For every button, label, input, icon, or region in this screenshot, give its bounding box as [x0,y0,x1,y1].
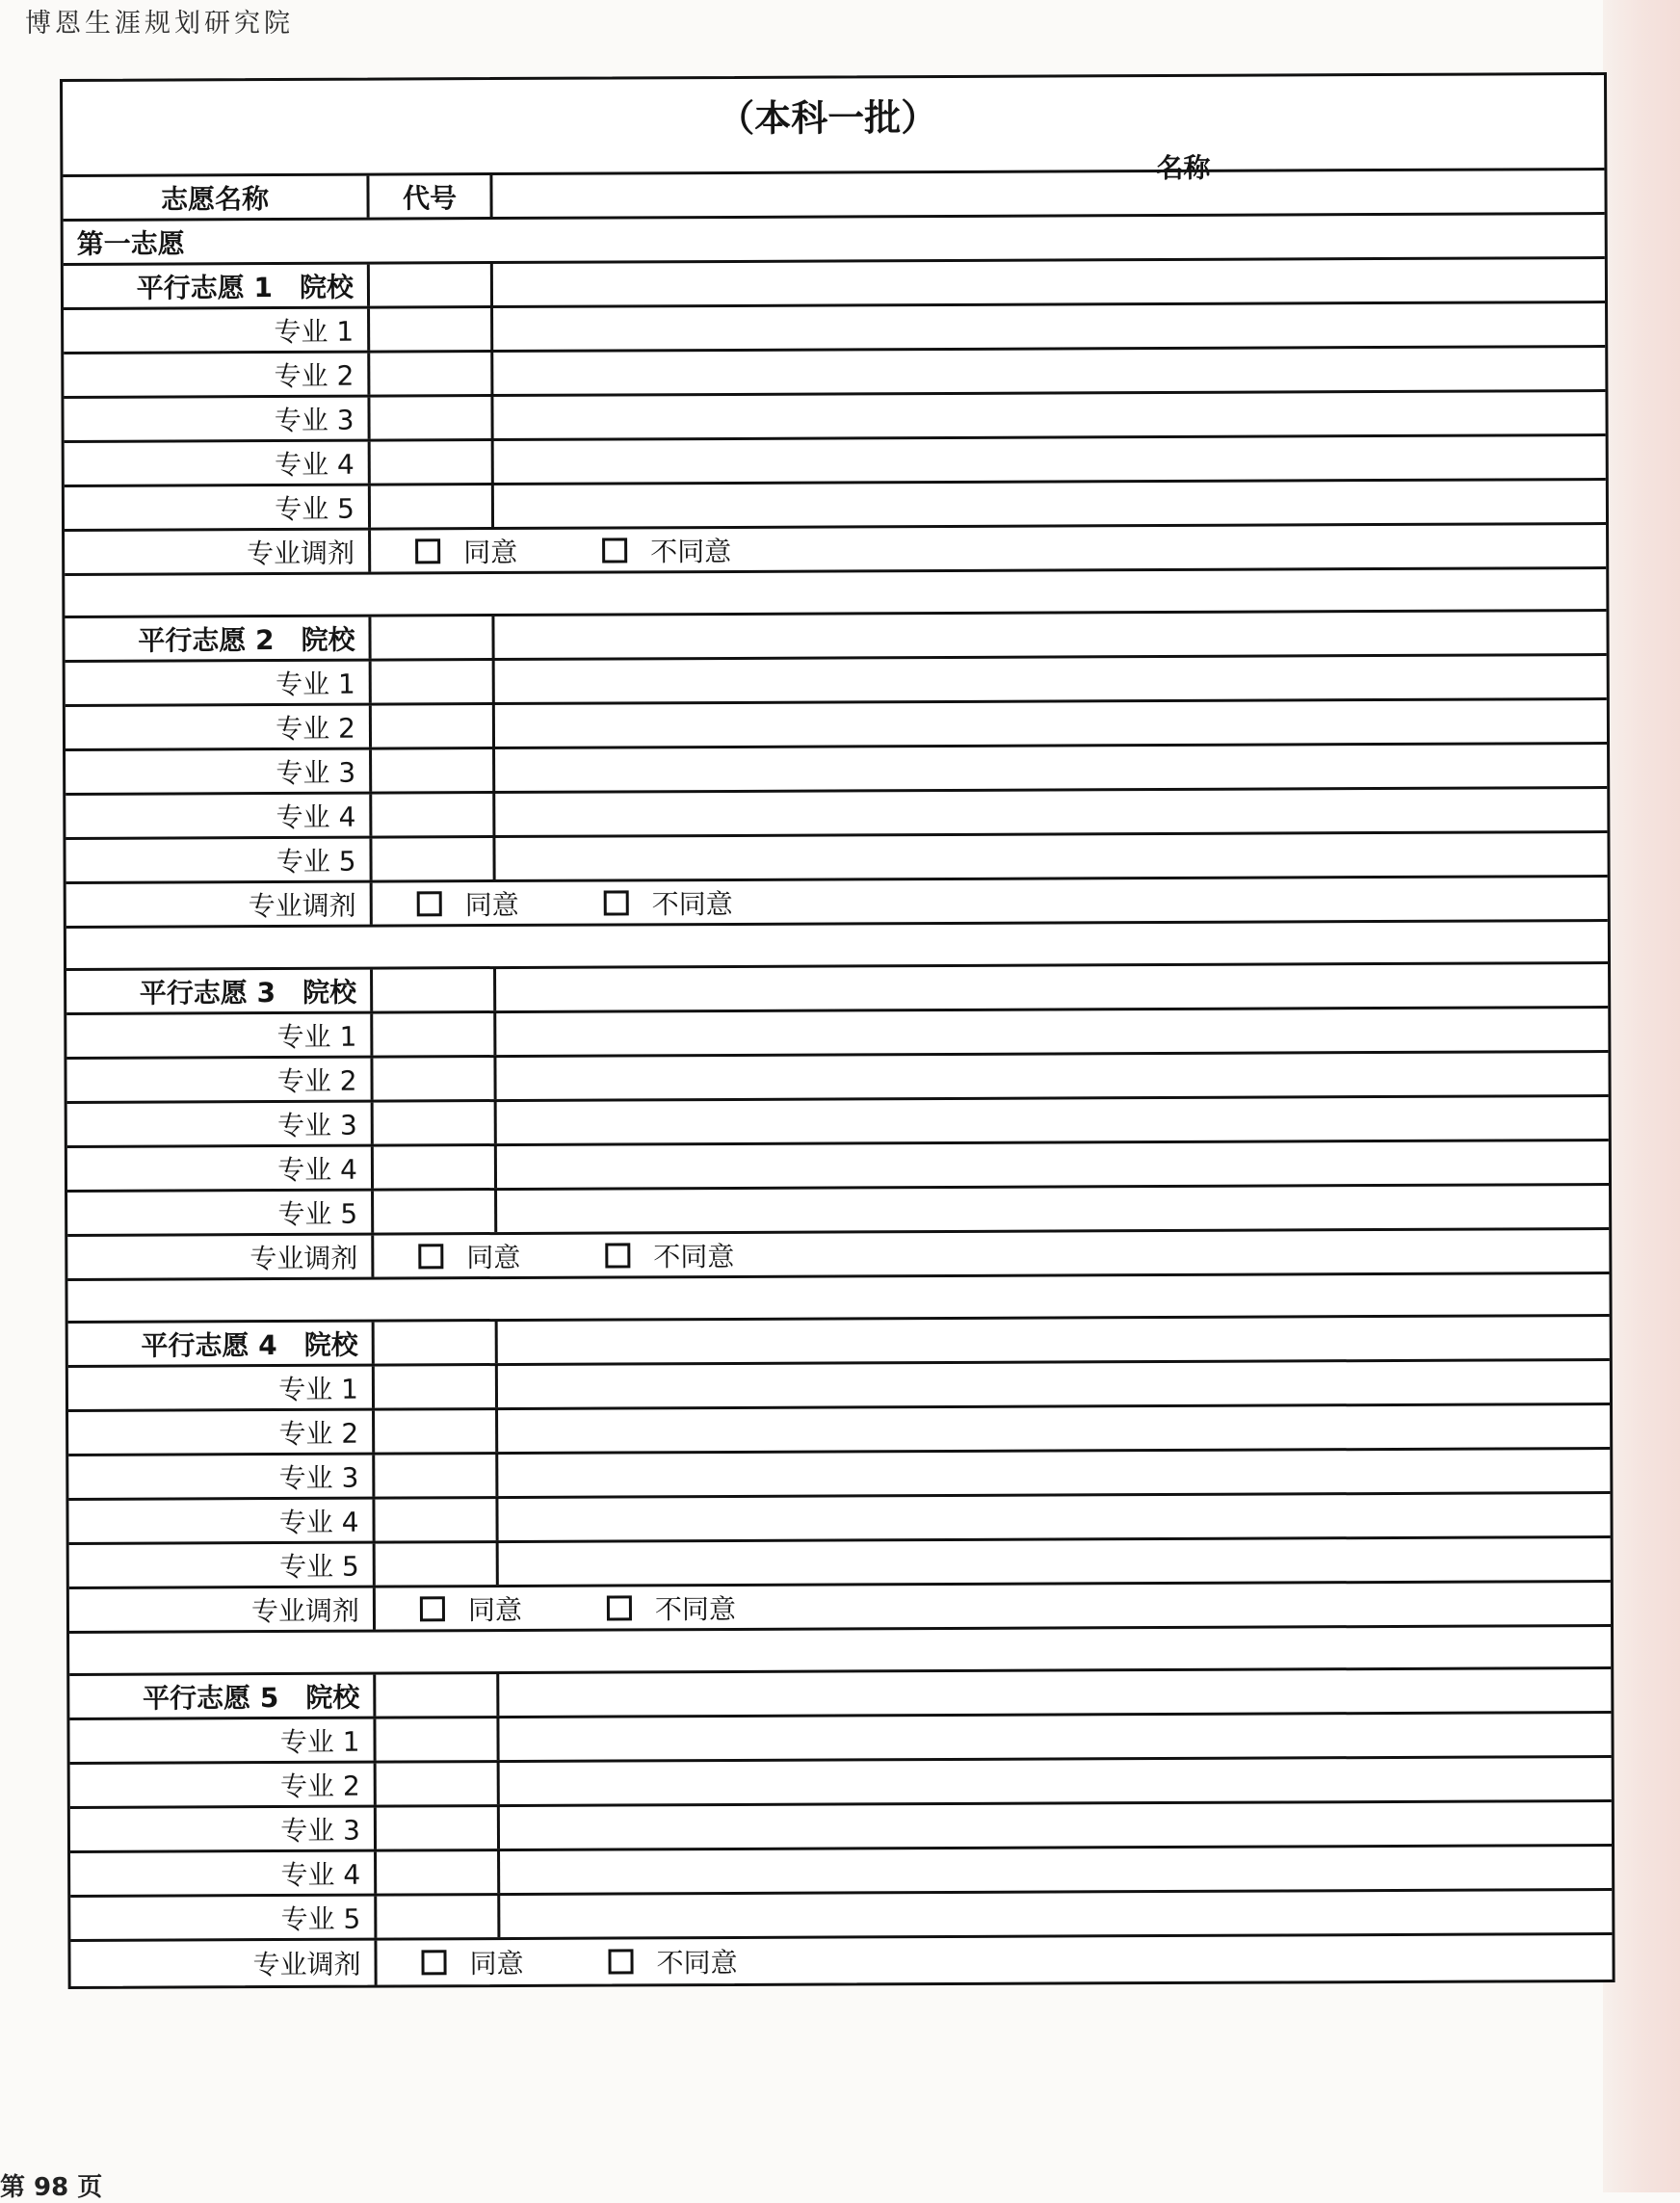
major-adjustment-label: 专业调剂 [65,531,371,573]
major-code-input[interactable] [370,352,490,396]
school-label [65,617,371,660]
school-code-input[interactable] [371,616,491,660]
page-footer: 第 98 页 [0,2173,103,2202]
major-name-input[interactable] [495,788,1607,836]
major-label: 专业 1 [64,309,370,352]
major-label: 专业 4 [66,795,372,837]
major-name-field[interactable] [500,1891,1612,1937]
major-name-input[interactable] [499,1713,1611,1761]
major-name-field[interactable] [498,1361,1610,1407]
major-row [67,1097,1609,1148]
major-label: 专业 5 [70,1897,377,1939]
major-code-field[interactable] [377,1807,500,1849]
major-code-field[interactable] [376,1718,499,1761]
school-row-1 [64,259,1605,310]
school-code-field[interactable] [370,264,493,306]
school-suffix-label: 院校 [299,271,354,303]
agree-label: 同意 [463,536,518,568]
major-name-input[interactable] [498,1404,1610,1453]
column-header-wish-name: 志愿名称 [63,176,369,219]
major-code-field[interactable] [372,705,495,747]
major-name-field[interactable] [497,1186,1609,1232]
major-code-field[interactable] [371,485,494,528]
school-label [64,265,370,307]
major-label: 专业 1 [66,662,372,704]
major-code-input[interactable] [371,485,491,529]
major-name-input[interactable] [494,480,1606,528]
school-name-input[interactable] [498,1316,1610,1364]
agree-label: 同意 [467,1593,523,1626]
school-name-input[interactable] [494,611,1606,659]
major-label: 专业 5 [65,486,371,529]
checkbox-square-icon[interactable] [604,890,629,915]
form-title-band [63,75,1604,177]
school-label [68,1323,375,1365]
school-row-4 [68,1317,1610,1368]
major-label: 专业 1 [68,1367,375,1409]
checkbox-square-icon[interactable] [605,1243,630,1268]
school-name-input[interactable] [496,963,1608,1011]
major-row [70,1847,1612,1898]
major-code-input[interactable] [373,1057,493,1101]
agree-checkbox[interactable] [418,1236,520,1274]
column-header-code: 代号 [369,175,492,218]
major-name-input[interactable] [497,1096,1609,1144]
major-name-input[interactable] [494,435,1606,484]
major-name-input[interactable] [493,391,1605,439]
major-row [64,392,1605,443]
major-name-input[interactable] [495,655,1607,703]
major-label: 专业 4 [70,1852,377,1895]
major-code-field[interactable] [370,353,493,395]
disagree-label: 不同意 [650,535,732,567]
major-row [66,833,1607,884]
major-adjustment-row [70,1935,1612,1986]
major-name-field[interactable] [494,436,1606,483]
school-label [69,1675,376,1718]
major-name-field[interactable] [495,700,1607,747]
major-code-input[interactable] [374,1145,494,1190]
disagree-label: 不同意 [654,1592,737,1625]
school-code-field[interactable] [376,1674,499,1717]
major-name-field[interactable] [499,1538,1611,1585]
major-code-input[interactable] [377,1762,497,1806]
agree-label: 同意 [466,1241,521,1273]
parallel-wish-label: 平行志愿 1 [136,271,274,304]
major-code-input[interactable] [377,1895,497,1939]
major-adjustment-row [69,1583,1611,1634]
major-row [66,656,1607,707]
major-code-input[interactable] [371,440,491,485]
major-row [66,745,1607,796]
major-row [66,1009,1608,1060]
major-adjustment-row [67,1230,1609,1281]
major-label: 专业 2 [68,1411,375,1454]
form-title: （本科一批） [718,96,938,141]
major-adjustment-label: 专业调剂 [70,1941,377,1986]
disagree-checkbox[interactable] [607,1587,736,1627]
major-code-input[interactable] [372,748,492,793]
major-adjustment-label: 专业调剂 [69,1588,376,1631]
major-name-field[interactable] [493,348,1605,394]
column-header-name-label: 名称 [1156,151,1211,185]
major-code-field[interactable] [374,1102,497,1144]
school-row-5 [69,1669,1611,1720]
major-name-input[interactable] [498,1493,1610,1541]
major-code-input[interactable] [375,1454,495,1498]
checkbox-square-icon[interactable] [421,1950,446,1975]
major-name-field[interactable] [497,1141,1609,1188]
major-adjustment-row [65,525,1606,576]
major-row [67,1186,1609,1237]
checkbox-square-icon[interactable] [608,1949,633,1974]
major-name-input[interactable] [498,1360,1610,1408]
agree-checkbox[interactable] [415,531,517,569]
major-row [64,348,1605,399]
school-code-field[interactable] [371,616,494,659]
major-name-input[interactable] [496,1052,1608,1100]
major-name-input[interactable] [497,1141,1609,1189]
school-code-field[interactable] [373,969,496,1011]
major-label: 专业 2 [66,706,372,748]
agree-checkbox[interactable] [421,1943,523,1981]
major-name-field[interactable] [498,1494,1610,1540]
major-code-input[interactable] [372,704,492,748]
disagree-checkbox[interactable] [602,530,731,569]
major-code-input[interactable] [374,1101,494,1145]
major-row [65,436,1606,487]
school-code-input[interactable] [370,263,490,307]
column-header-name [492,151,1604,217]
school-label [66,970,373,1012]
major-label: 专业 4 [67,1147,374,1190]
parallel-wish-label: 平行志愿 3 [139,976,276,1010]
school-code-field[interactable] [375,1322,498,1364]
major-adjustment-row [66,878,1608,929]
major-code-input[interactable] [375,1498,495,1542]
major-code-field[interactable] [377,1851,500,1894]
major-name-field[interactable] [495,789,1607,835]
major-name-field[interactable] [498,1450,1610,1496]
agree-checkbox[interactable] [417,883,519,922]
school-name-input[interactable] [499,1668,1611,1717]
major-label: 专业 3 [64,398,370,440]
major-adjustment-options [374,1230,1609,1277]
major-adjustment-options [377,1935,1612,1985]
major-label: 专业 4 [65,442,371,485]
major-name-field[interactable] [495,745,1607,791]
major-label: 专业 2 [70,1764,377,1806]
major-code-field[interactable] [375,1499,498,1541]
major-row [68,1361,1610,1412]
major-name-field[interactable] [495,833,1607,879]
major-name-input[interactable] [499,1537,1611,1586]
major-row [68,1450,1610,1501]
major-code-field[interactable] [373,1013,496,1056]
major-name-input[interactable] [496,1008,1608,1056]
major-code-field[interactable] [375,1366,498,1408]
checkbox-square-icon[interactable] [607,1595,632,1620]
major-row [65,481,1606,532]
major-label: 专业 3 [68,1456,375,1498]
major-row [70,1802,1612,1853]
major-code-input[interactable] [377,1806,497,1850]
checkbox-square-icon[interactable] [417,891,442,916]
major-code-input[interactable] [372,660,492,704]
agree-label: 同意 [469,1947,524,1980]
major-adjustment-options [376,1583,1611,1630]
major-name-input[interactable] [498,1449,1610,1497]
major-row [66,1053,1608,1104]
major-row [69,1714,1611,1765]
school-name-input[interactable] [493,258,1605,306]
major-label: 专业 5 [66,839,372,881]
major-row [66,789,1607,840]
major-row [68,1405,1610,1456]
school-row-3 [66,964,1608,1015]
major-code-field[interactable] [377,1763,500,1805]
checkbox-square-icon[interactable] [602,538,627,563]
major-name-field[interactable] [494,481,1606,527]
major-name-field[interactable] [499,1714,1611,1760]
major-code-input[interactable] [374,1190,494,1234]
major-code-field[interactable] [370,397,493,439]
major-row [70,1758,1612,1809]
major-code-field[interactable] [376,1543,499,1586]
checkbox-square-icon[interactable] [418,1244,443,1269]
major-adjustment-options [371,525,1606,572]
major-name-input[interactable] [495,699,1607,747]
school-name-field[interactable] [493,259,1605,305]
school-name-field[interactable] [498,1317,1610,1363]
major-name-field[interactable] [493,303,1605,350]
major-code-field[interactable] [375,1455,498,1497]
major-name-field[interactable] [493,392,1605,438]
application-form [60,72,1615,1989]
disagree-checkbox[interactable] [604,882,733,922]
major-code-input[interactable] [375,1409,495,1454]
major-code-field[interactable] [372,794,495,836]
school-suffix-label: 院校 [305,1681,360,1714]
agree-checkbox[interactable] [420,1588,522,1627]
disagree-label: 不同意 [651,887,733,920]
school-row-2 [65,612,1606,663]
disagree-label: 不同意 [656,1946,738,1980]
major-code-field[interactable] [375,1410,498,1453]
major-name-input[interactable] [500,1846,1612,1894]
major-code-input[interactable] [376,1542,496,1587]
major-code-field[interactable] [372,749,495,792]
major-name-field[interactable] [500,1758,1612,1804]
school-suffix-label: 院校 [303,1328,358,1361]
major-row [69,1538,1611,1589]
major-code-field[interactable] [377,1896,500,1938]
parallel-wish-groups [64,259,1613,1986]
school-name-field[interactable] [499,1669,1611,1716]
disagree-checkbox[interactable] [605,1235,734,1274]
major-name-field[interactable] [496,1009,1608,1055]
school-code-input[interactable] [373,968,493,1012]
major-name-field[interactable] [496,1053,1608,1099]
checkbox-square-icon[interactable] [415,538,440,564]
disagree-label: 不同意 [653,1240,735,1272]
major-name-field[interactable] [500,1802,1612,1849]
major-code-field[interactable] [372,661,495,703]
major-code-field[interactable] [371,441,494,484]
major-label: 专业 1 [69,1719,376,1762]
major-row [66,700,1607,751]
major-label: 专业 2 [64,354,370,396]
major-label: 专业 2 [66,1059,373,1101]
major-code-input[interactable] [372,793,492,837]
major-label: 专业 3 [66,750,372,793]
major-name-input[interactable] [493,347,1605,395]
school-name-field[interactable] [496,964,1608,1010]
major-row [68,1494,1610,1545]
organization-name: 博恩生涯规划研究院 [25,9,294,39]
major-row [64,303,1605,354]
major-name-input[interactable] [500,1890,1612,1938]
major-row [70,1891,1612,1942]
school-suffix-label: 院校 [302,976,357,1009]
major-label: 专业 3 [70,1808,377,1850]
parallel-wish-label: 平行志愿 4 [141,1328,277,1362]
major-code-input[interactable] [372,837,492,881]
major-code-field[interactable] [374,1191,497,1233]
major-name-input[interactable] [500,1801,1612,1849]
major-label: 专业 1 [66,1014,373,1057]
major-label: 专业 3 [67,1103,374,1145]
major-code-field[interactable] [372,838,495,880]
major-code-input[interactable] [376,1718,496,1762]
major-adjustment-label: 专业调剂 [66,883,373,926]
major-code-input[interactable] [373,1012,493,1057]
major-row [67,1141,1609,1193]
major-code-input[interactable] [370,396,490,440]
major-name-input[interactable] [500,1757,1612,1805]
checkbox-square-icon[interactable] [420,1596,445,1621]
major-code-input[interactable] [375,1365,495,1409]
major-label: 专业 4 [68,1500,375,1542]
school-code-input[interactable] [375,1321,495,1365]
major-name-input[interactable] [495,832,1607,880]
column-header-row [63,151,1604,222]
major-name-field[interactable] [498,1405,1610,1452]
major-code-field[interactable] [374,1146,497,1189]
first-choice-row [64,215,1605,266]
parallel-wish-label: 平行志愿 5 [143,1681,279,1715]
major-adjustment-label: 专业调剂 [67,1236,374,1278]
major-name-input[interactable] [493,302,1605,351]
major-code-input[interactable] [377,1850,497,1895]
agree-label: 同意 [464,888,519,921]
major-name-field[interactable] [497,1097,1609,1143]
school-name-field[interactable] [494,612,1606,658]
major-name-input[interactable] [495,744,1607,792]
major-code-input[interactable] [370,307,490,352]
major-adjustment-options [373,878,1608,925]
major-name-field[interactable] [495,656,1607,702]
major-name-input[interactable] [497,1185,1609,1233]
parallel-wish-label: 平行志愿 2 [138,623,275,657]
major-label: 专业 5 [67,1192,374,1234]
first-choice-label: 第一志愿 [76,226,185,260]
disagree-checkbox[interactable] [608,1942,737,1981]
major-label: 专业 5 [69,1544,376,1587]
major-code-field[interactable] [370,308,493,351]
school-code-input[interactable] [376,1673,496,1718]
major-code-field[interactable] [373,1058,496,1100]
school-suffix-label: 院校 [301,623,355,656]
major-name-field[interactable] [500,1847,1612,1893]
